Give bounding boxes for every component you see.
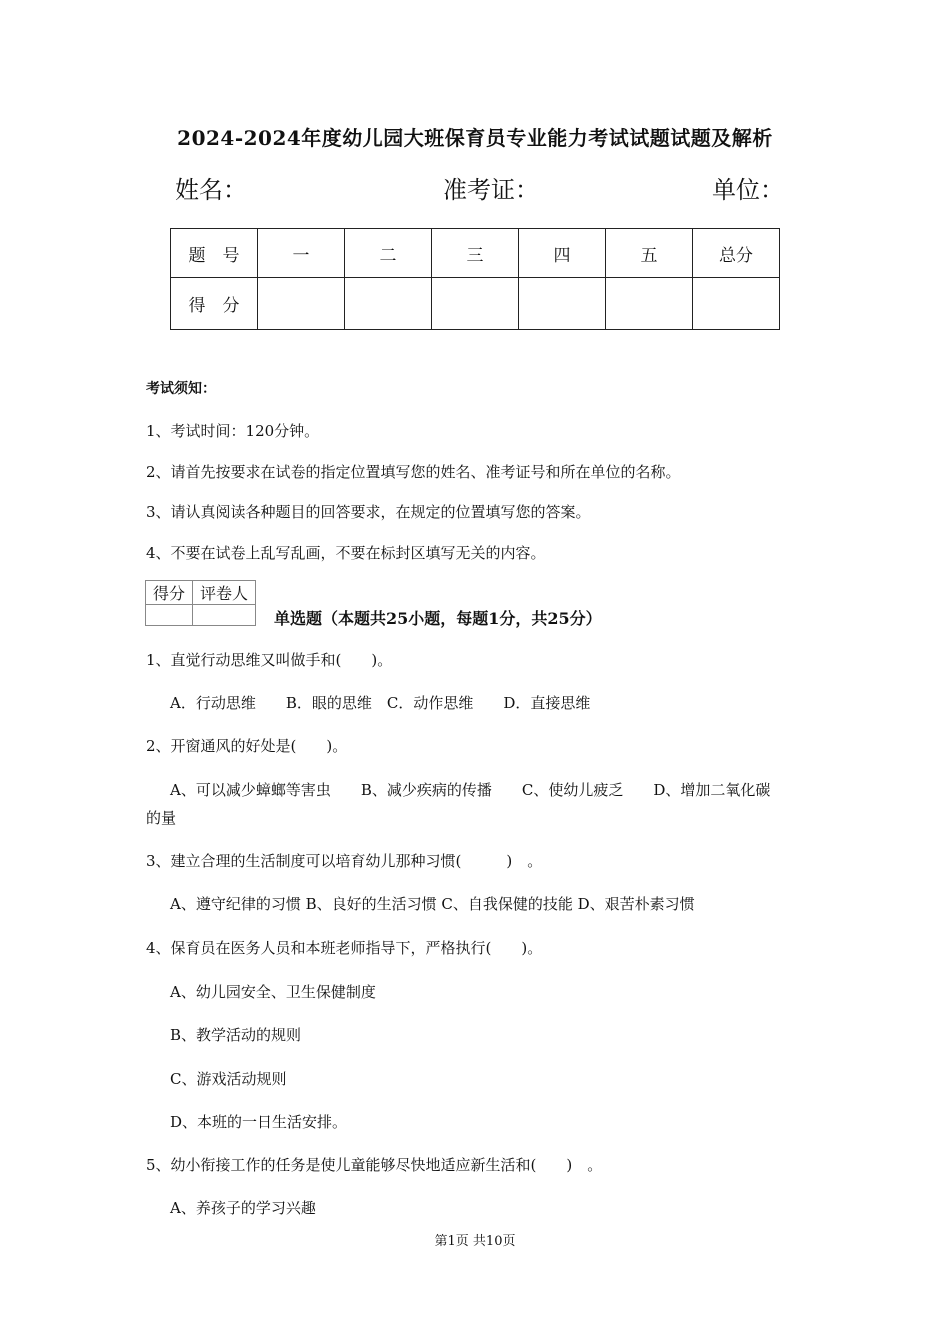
question-options: A．行动思维 B．眼的思维 C．动作思维 D．直接思维	[170, 694, 591, 712]
score-header-cell: 五	[606, 229, 693, 278]
grader-box-score-cell[interactable]	[146, 605, 193, 626]
grader-box-score-label: 得分	[146, 581, 193, 605]
score-header-cell: 一	[258, 229, 345, 278]
note-item: 4、不要在试卷上乱写乱画，不要在标封区填写无关的内容。	[146, 544, 546, 562]
question-stem: 5、幼小衔接工作的任务是使儿童能够尽快地适应新生活和( ) 。	[146, 1156, 603, 1174]
question-stem: 3、建立合理的生活制度可以培育幼儿那种习惯( ) 。	[146, 852, 543, 870]
name-field-label: 姓名：	[175, 176, 247, 204]
section-title: 单选题（本题共25小题，每题1分，共25分）	[274, 609, 602, 628]
score-input-cell[interactable]	[693, 278, 780, 330]
score-table-header-row	[171, 229, 780, 278]
score-input-cell[interactable]	[345, 278, 432, 330]
score-input-cell[interactable]	[258, 278, 345, 330]
note-item: 3、请认真阅读各种题目的回答要求，在规定的位置填写您的答案。	[146, 503, 591, 521]
score-header-cell: 三	[432, 229, 519, 278]
score-header-cell: 总分	[693, 229, 780, 278]
document-title: 2024-2024年度幼儿园大班保育员专业能力考试试题试题及解析	[177, 126, 773, 150]
question-options: A、遵守纪律的习惯 B、良好的生活习惯 C、自我保健的技能 D、艰苦朴素习惯	[170, 895, 695, 913]
page-footer: 第1页 共10页	[434, 1234, 516, 1249]
grader-box-grader-cell[interactable]	[193, 605, 256, 626]
score-input-cell[interactable]	[432, 278, 519, 330]
question-option: B、教学活动的规则	[170, 1026, 302, 1044]
score-input-cell[interactable]	[606, 278, 693, 330]
notes-heading: 考试须知：	[146, 381, 216, 397]
score-row-label: 得 分	[171, 278, 258, 330]
unit-field-label: 单位：	[712, 176, 784, 204]
question-stem: 1、直觉行动思维又叫做手和( )。	[146, 651, 393, 669]
note-item: 1、考试时间：120分钟。	[146, 422, 320, 440]
score-header-cell: 四	[519, 229, 606, 278]
score-table	[170, 228, 780, 330]
question-option: A、幼儿园安全、卫生保健制度	[170, 983, 376, 1001]
question-options-continuation: 的量	[146, 809, 177, 827]
question-option: A、养孩子的学习兴趣	[170, 1199, 316, 1217]
score-header-cell: 题 号	[171, 229, 258, 278]
score-table-score-row	[171, 278, 780, 330]
note-item: 2、请首先按要求在试卷的指定位置填写您的姓名、准考证号和所在单位的名称。	[146, 463, 681, 481]
question-option: D、本班的一日生活安排。	[170, 1113, 348, 1131]
question-option: C、游戏活动规则	[170, 1070, 287, 1088]
score-input-cell[interactable]	[519, 278, 606, 330]
exam-id-field-label: 准考证：	[443, 176, 539, 204]
grader-box-grader-label: 评卷人	[193, 581, 256, 605]
score-header-cell: 二	[345, 229, 432, 278]
question-stem: 2、开窗通风的好处是( )。	[146, 737, 348, 755]
question-options: A、可以减少蟑螂等害虫 B、减少疾病的传播 C、使幼儿疲乏 D、增加二氧化碳	[170, 781, 771, 799]
question-stem: 4、保育员在医务人员和本班老师指导下，严格执行( )。	[146, 939, 543, 957]
grader-box	[145, 580, 256, 626]
